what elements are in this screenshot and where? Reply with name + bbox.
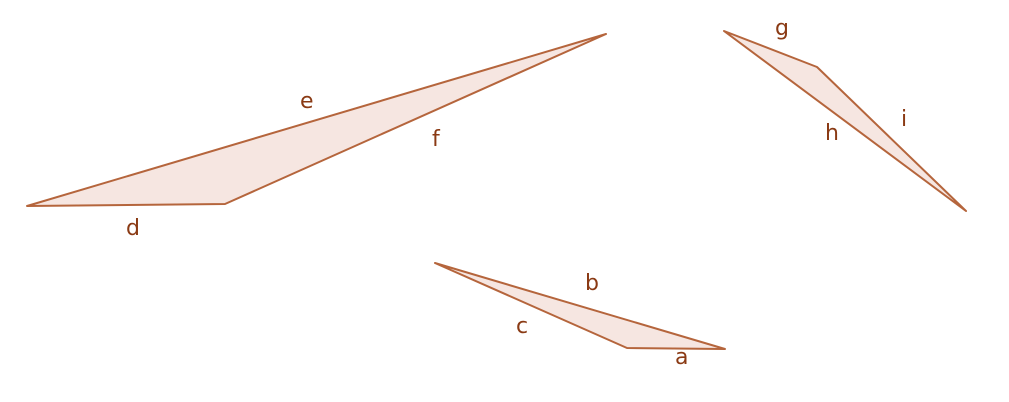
triangle-def — [27, 34, 606, 206]
side-label-i: i — [901, 107, 908, 132]
side-label-f: f — [432, 127, 440, 152]
side-label-e: e — [300, 89, 314, 114]
side-label-g: g — [775, 16, 789, 41]
side-label-c: c — [516, 314, 529, 339]
triangle-ghi — [724, 31, 966, 211]
triangle-abc — [435, 263, 725, 349]
side-label-d: d — [126, 216, 140, 241]
side-label-h: h — [825, 121, 839, 146]
side-label-b: b — [585, 271, 599, 296]
side-label-a: a — [675, 345, 689, 370]
